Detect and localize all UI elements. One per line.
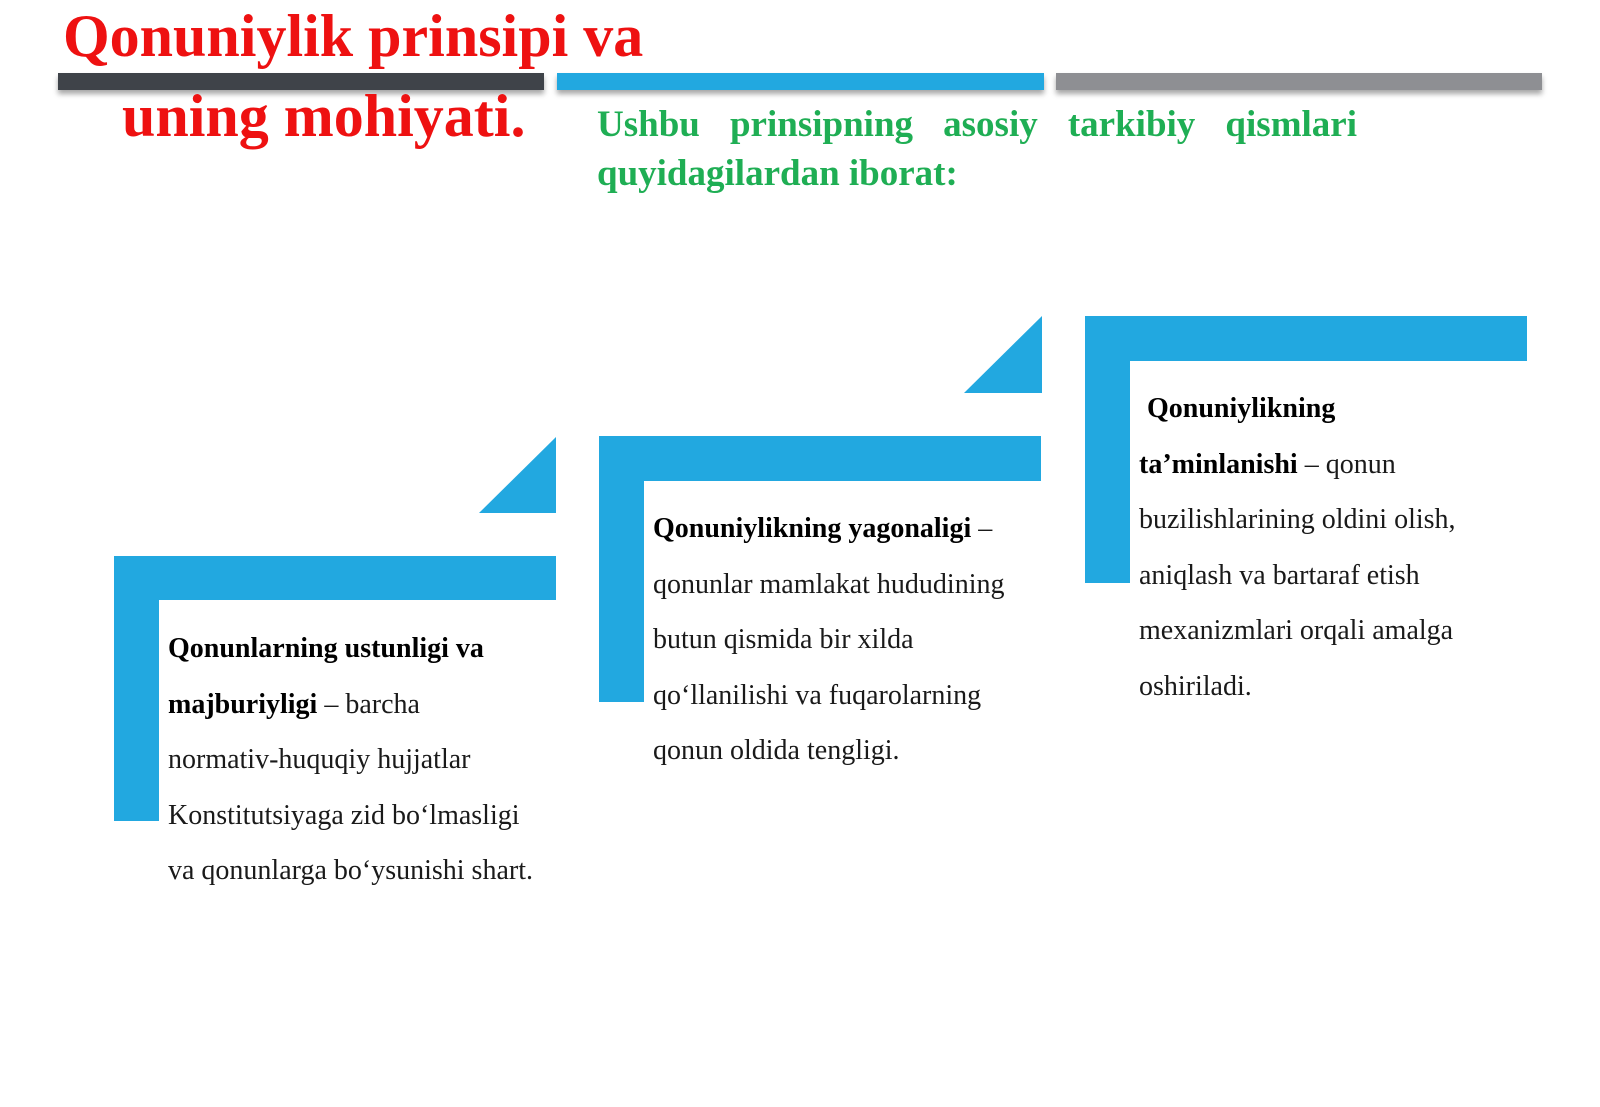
step-1-term: Qonunlarning ustunligi va majburiyligi [168, 633, 484, 720]
slide-subtitle: Ushbu prinsipning asosiy tarkibiy qismlari quyidagilardan iborat: [597, 104, 1357, 194]
step-2-text [653, 501, 1029, 779]
step-2-bracket-side [599, 436, 644, 702]
step-3-text [1139, 381, 1501, 714]
step-3-description: – qonun buzilishlarining oldini olish, aniqlash va bartaraf etish mexanizmlari orqali amalga oshiriladi. [1139, 448, 1456, 702]
step-1-corner-triangle [479, 437, 556, 513]
slide-title-line-1: Qonuniylik prinsipi va [63, 3, 644, 69]
step-3-bracket-side [1085, 316, 1130, 583]
step-2-bracket-top [599, 436, 1041, 481]
step-1-bracket-top [114, 556, 556, 600]
step-3-term: Qonuniylikning ta’minlanishi [1139, 393, 1336, 480]
step-2-description: – qonunlar mamlakat hududining butun qismida bir xilda qo‘llanilishi va fuqarolarning qonun oldida tengligi. [653, 513, 1005, 766]
step-2-term: Qonuniylikning yagonaligi [653, 513, 972, 544]
header-bar-blue [557, 73, 1044, 90]
step-2-corner-triangle [964, 316, 1042, 393]
step-3-bracket-top [1085, 316, 1527, 361]
slide-title-line-2: uning mohiyati. [122, 83, 526, 149]
step-1-bracket-side [114, 556, 159, 821]
step-1-description: – barcha normativ-huquqiy hujjatlar Konstitutsiyaga zid bo‘lmasligi va qonunlarga bo‘ysunishi shart. [168, 688, 533, 886]
step-1-text [168, 621, 536, 899]
header-bar-grey [1056, 73, 1542, 90]
